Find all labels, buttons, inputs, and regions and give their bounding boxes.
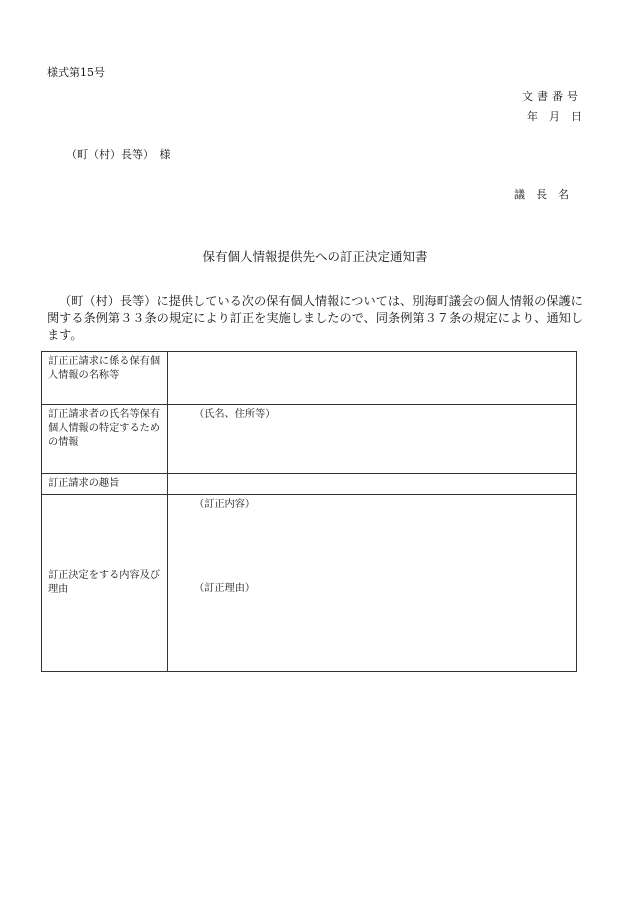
body-paragraph: （町（村）長等）に提供している次の保有個人情報については、別海町議会の個人情報の保護に関する条例第３３条の規定により訂正を実施しましたので、同条例第３７条の規定により、通知します。 xyxy=(47,294,584,342)
table-row xyxy=(42,474,577,495)
row-label: 訂正正請求に係る保有個人情報の名称等 xyxy=(42,352,168,405)
row-label: 訂正請求の趣旨 xyxy=(42,474,168,495)
document-number: 文書番号 xyxy=(522,90,582,103)
addressee: （町（村）長等） 様 xyxy=(66,148,171,161)
row-label: 訂正請求者の氏名等保有個人情報の特定するための情報 xyxy=(42,405,168,474)
info-table xyxy=(41,351,577,672)
sender-name: 議 長 名 xyxy=(514,188,569,201)
row-value xyxy=(168,352,577,405)
row-value xyxy=(168,405,577,474)
table-row xyxy=(42,405,577,474)
form-number: 様式第15号 xyxy=(47,66,105,79)
row-value xyxy=(168,474,577,495)
document-title: 保有個人情報提供先への訂正決定通知書 xyxy=(202,249,428,264)
document-date: 年 月 日 xyxy=(527,110,582,123)
table-row xyxy=(42,352,577,405)
row-value xyxy=(168,495,577,672)
row-label: 訂正決定をする内容及び理由 xyxy=(42,495,168,672)
correction-content-note: （訂正内容） xyxy=(194,499,256,510)
spacer xyxy=(174,512,570,582)
table-row xyxy=(42,495,577,672)
row-note: （氏名、住所等） xyxy=(194,409,276,420)
correction-reason-note: （訂正理由） xyxy=(194,583,256,594)
